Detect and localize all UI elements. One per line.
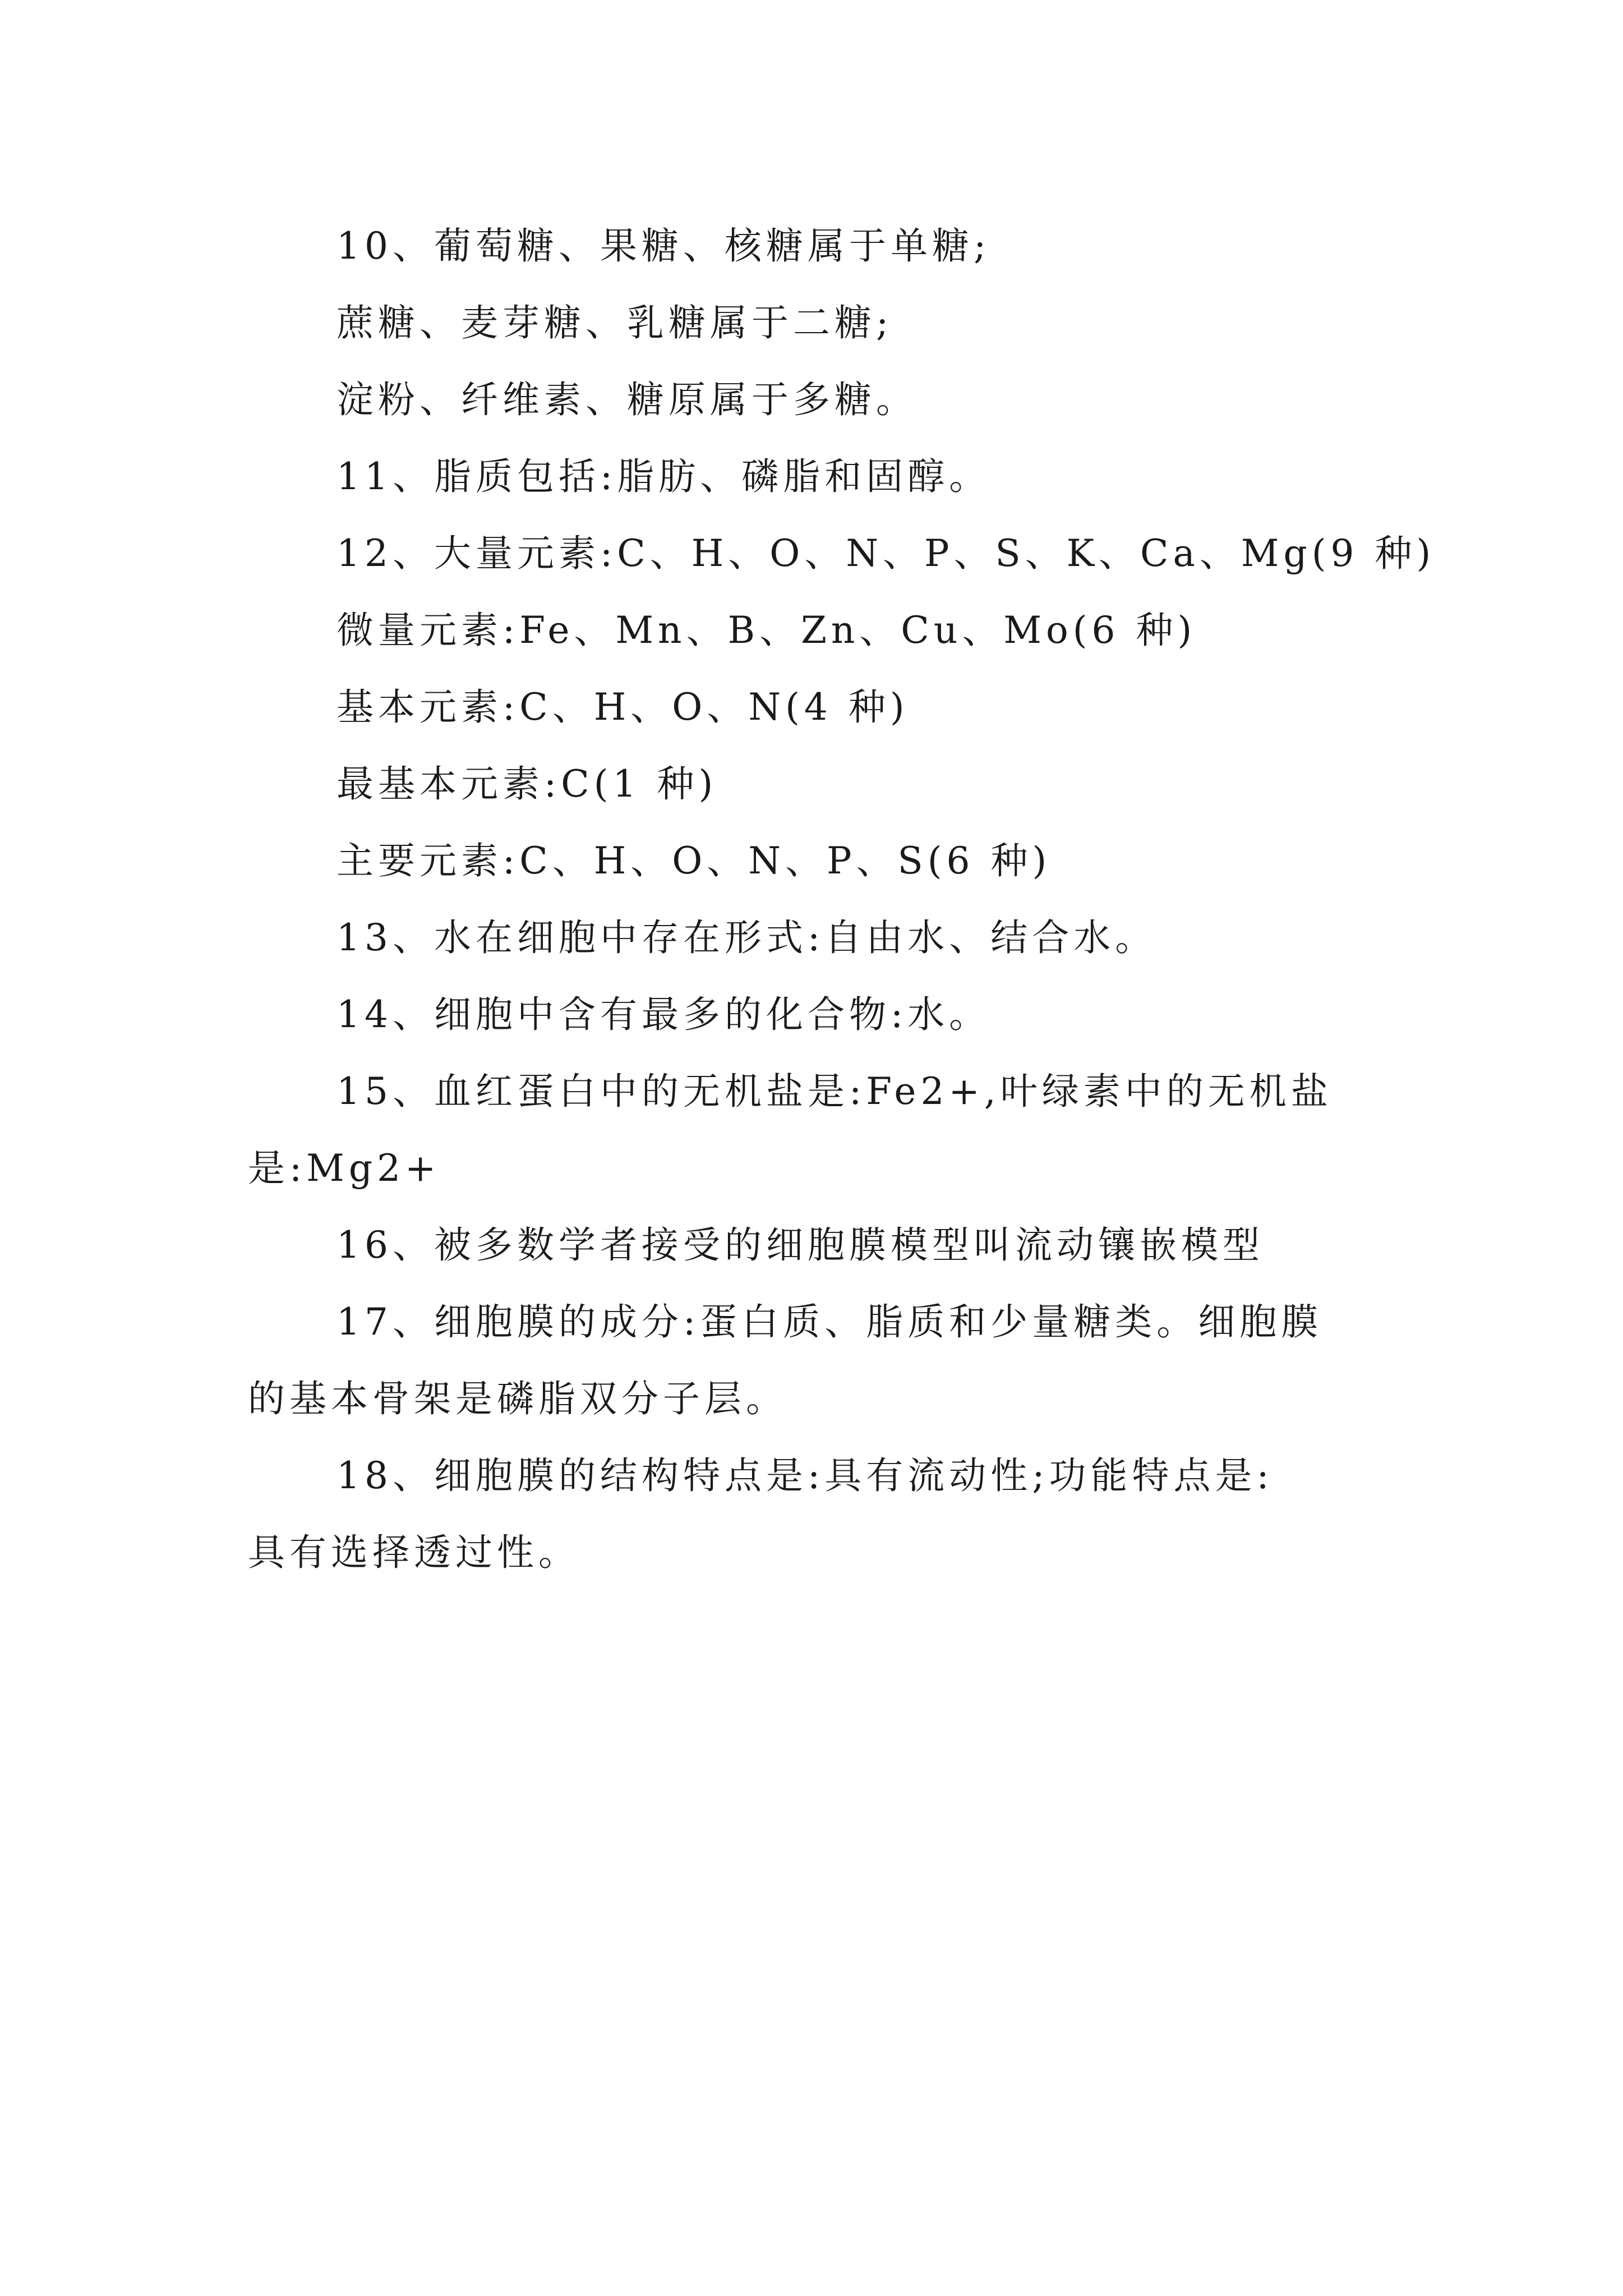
item-15-line-1: 15、血红蛋白中的无机盐是:Fe2+,叶绿素中的无机盐 <box>336 1070 1332 1113</box>
item-11: 11、脂质包括:脂肪、磷脂和固醇。 <box>336 455 991 498</box>
item-10-line-2: 蔗糖、麦芽糖、乳糖属于二糖; <box>336 301 893 344</box>
item-17-line-1: 17、细胞膜的成分:蛋白质、脂质和少量糖类。细胞膜 <box>336 1300 1323 1343</box>
item-10-line-3: 淀粉、纤维素、糖原属于多糖。 <box>336 378 917 421</box>
item-13: 13、水在细胞中存在形式:自由水、结合水。 <box>336 916 1157 959</box>
document-body <box>248 208 1436 1591</box>
item-10-line-1: 10、葡萄糖、果糖、核糖属于单糖; <box>336 224 991 268</box>
item-18-line-2: 具有选择透过性。 <box>248 1531 580 1574</box>
item-12-line-3: 基本元素:C、H、O、N(4 种) <box>336 685 909 729</box>
item-14: 14、细胞中含有最多的化合物:水。 <box>336 993 991 1036</box>
item-12-line-4: 最基本元素:C(1 种) <box>336 762 718 806</box>
item-12-line-2: 微量元素:Fe、Mn、B、Zn、Cu、Mo(6 种) <box>336 609 1197 652</box>
item-18-line-1: 18、细胞膜的结构特点是:具有流动性;功能特点是: <box>336 1454 1274 1497</box>
item-16: 16、被多数学者接受的细胞膜模型叫流动镶嵌模型 <box>336 1223 1264 1267</box>
item-12-line-5: 主要元素:C、H、O、N、P、S(6 种) <box>336 839 1052 882</box>
item-15-line-2: 是:Mg2+ <box>248 1147 441 1190</box>
item-17-line-2: 的基本骨架是磷脂双分子层。 <box>248 1377 787 1420</box>
item-12-line-1: 12、大量元素:C、H、O、N、P、S、K、Ca、Mg(9 种) <box>336 532 1436 575</box>
